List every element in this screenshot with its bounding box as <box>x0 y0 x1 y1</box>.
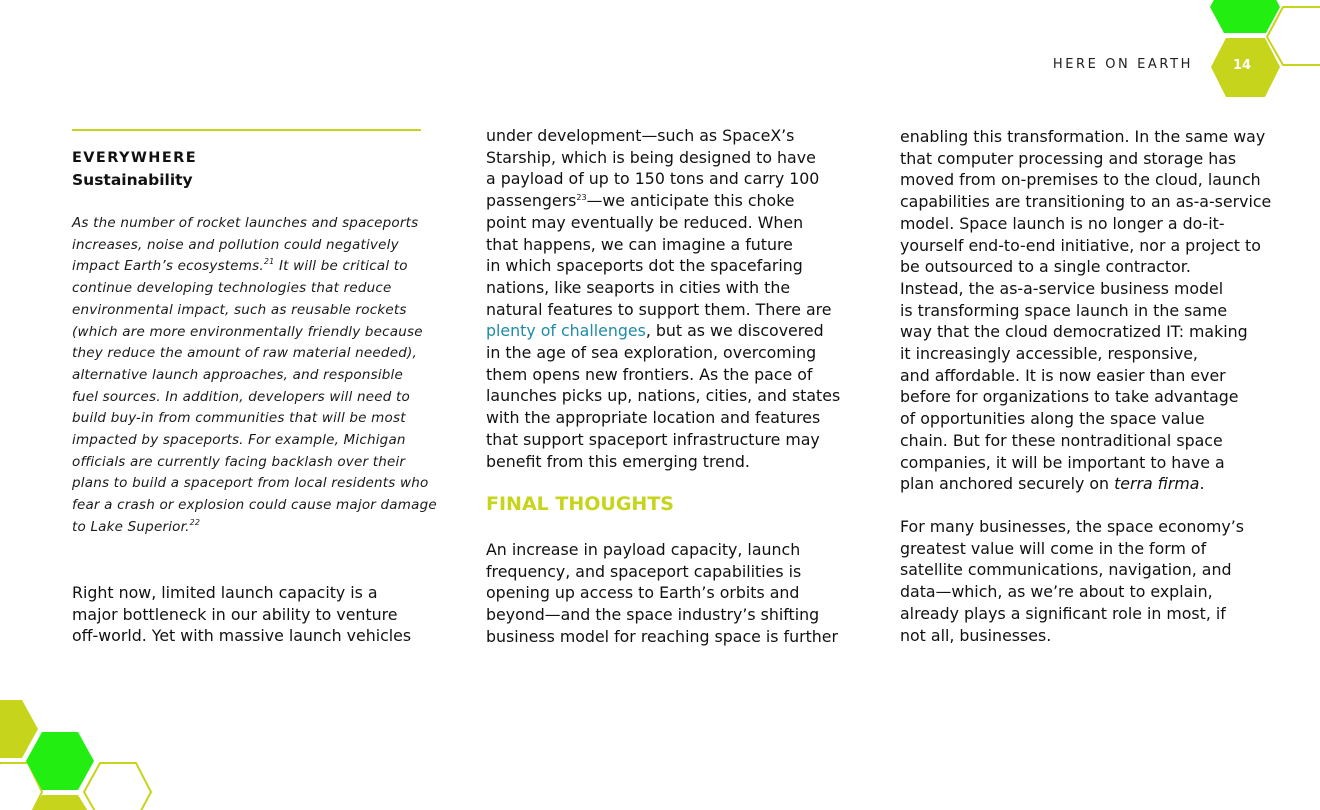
sidebar-line: alternative launch approaches, and responsible <box>72 366 404 383</box>
body-line: beyond—and the space industry’s shifting <box>486 605 820 625</box>
body-line: frequency, and spaceport capabilities is <box>486 561 802 581</box>
sidebar-line: As the number of rocket launches and spaceports <box>72 215 419 231</box>
hex-bright-green-top <box>1210 0 1280 33</box>
body-line: opening up access to Earth’s orbits and <box>486 583 800 603</box>
body-line: is transforming space launch in the same <box>900 300 1228 320</box>
sidebar-line: officials are currently facing backlash over their <box>72 453 406 470</box>
body-line: major bottleneck in our ability to venture <box>72 604 398 624</box>
body-line: that happens, we can imagine a future <box>486 234 793 254</box>
sidebar-kicker: EVERYWHERE <box>72 150 198 166</box>
body-line: launches picks up, nations, cities, and states <box>486 386 841 406</box>
body-line: natural features to support them. There are <box>486 299 832 319</box>
body-line: of opportunities along the space value <box>900 409 1205 429</box>
body-line: with the appropriate location and features <box>486 408 821 428</box>
body-line-tail: —we anticipate this choke <box>586 191 795 211</box>
column-3-body <box>900 126 1280 495</box>
body-line: An increase in payload capacity, launch <box>486 540 801 559</box>
body-line: off-world. Yet with massive launch vehicles <box>72 626 412 646</box>
terra-firma-emphasis: terra firma <box>1114 474 1200 494</box>
body-line: not all, businesses. <box>900 625 1052 645</box>
sidebar-line: increases, noise and pollution could negatively <box>72 236 399 253</box>
body-line: Instead, the as-a-service business model <box>900 278 1224 298</box>
body-line: point may eventually be reduced. When <box>486 212 804 232</box>
body-line <box>486 320 856 342</box>
sidebar-line: fear a crash or explosion could cause major damage <box>72 497 437 514</box>
sidebar-line-text: impact Earth’s ecosystems. <box>72 258 264 275</box>
body-line-text: plan anchored securely on <box>900 474 1115 494</box>
body-line: yourself end-to-end initiative, nor a project to <box>900 235 1261 255</box>
sidebar-title: Sustainability <box>72 171 193 189</box>
column-3-paragraph-2 <box>900 516 1280 646</box>
body-line: business model for reaching space is further <box>486 626 839 646</box>
body-line: way that the cloud democratized IT: making <box>900 322 1248 342</box>
body-line: that computer processing and storage has <box>900 148 1237 168</box>
body-line: that support spaceport infrastructure may <box>486 429 820 449</box>
body-line-tail: . <box>1199 474 1205 494</box>
hex-outline-bottom <box>84 763 151 810</box>
body-line: Starship, which is being designed to have <box>486 147 816 167</box>
sidebar-rule <box>72 129 421 131</box>
sidebar-body <box>72 213 437 539</box>
body-line: in the age of sea exploration, overcoming <box>486 343 817 363</box>
body-line: companies, it will be important to have a <box>900 452 1225 472</box>
running-header: HERE ON EARTH <box>1052 57 1193 72</box>
body-line: chain. But for these nontraditional space <box>900 430 1223 450</box>
body-line: under development—such as SpaceX’s <box>486 126 795 145</box>
sidebar-line <box>72 517 424 539</box>
body-line-tail: , but as we discovered <box>645 321 824 341</box>
sidebar-line-tail: It will be critical to <box>274 258 408 275</box>
sidebar-line: impacted by spaceports. For example, Michigan <box>72 432 406 449</box>
sidebar-line: (which are more environmentally friendly because <box>72 323 423 340</box>
sidebar-line: continue developing technologies that reduce <box>72 280 392 297</box>
body-line: capabilities are transitioning to an as-a-service <box>900 192 1272 212</box>
plenty-of-challenges-link[interactable]: plenty of challenges <box>486 321 646 341</box>
footnote-ref: 21 <box>263 257 275 267</box>
final-thoughts-heading: FINAL THOUGHTS <box>486 493 674 515</box>
body-line: be outsourced to a single contractor. <box>900 257 1191 277</box>
sidebar-line: fuel sources. In addition, developers will need to <box>72 388 410 405</box>
body-line: moved from on-premises to the cloud, launch <box>900 170 1261 190</box>
sidebar-line: environmental impact, such as reusable rockets <box>72 301 407 318</box>
sidebar-line <box>72 256 424 278</box>
body-line: greatest value will come in the form of <box>900 538 1207 558</box>
body-line: and affordable. It is now easier than ever <box>900 365 1226 385</box>
column-2-body <box>486 125 856 472</box>
body-line: model. Space launch is no longer a do-it- <box>900 213 1225 233</box>
sidebar-line: they reduce the amount of raw material needed), <box>72 345 417 362</box>
body-line: them opens new frontiers. As the pace of <box>486 364 813 384</box>
body-line: in which spaceports dot the spacefaring <box>486 256 803 276</box>
sidebar-line: plans to build a spaceport from local residents who <box>72 475 429 492</box>
body-line: satellite communications, navigation, and <box>900 560 1232 580</box>
footnote-ref: 22 <box>189 517 201 527</box>
body-line: nations, like seaports in cities with the <box>486 277 791 297</box>
body-line: already plays a significant role in most, if <box>900 603 1226 623</box>
hex-lime-left <box>0 700 38 758</box>
body-line <box>486 190 856 212</box>
footnote-ref: 23 <box>576 193 587 203</box>
page-number: 14 <box>1232 58 1252 73</box>
body-line <box>900 473 1280 495</box>
body-line: Right now, limited launch capacity is a <box>72 583 378 602</box>
column-1-body <box>72 582 432 647</box>
sidebar-line-text: to Lake Superior. <box>72 518 190 535</box>
body-line: before for organizations to take advantage <box>900 387 1239 407</box>
sidebar-line: build buy-in from communities that will be most <box>72 410 406 427</box>
final-thoughts-body <box>486 539 856 648</box>
body-line: benefit from this emerging trend. <box>486 451 750 471</box>
body-line: a payload of up to 150 tons and carry 100 <box>486 169 820 189</box>
body-line: it increasingly accessible, responsive, <box>900 344 1198 364</box>
body-line: enabling this transformation. In the same way <box>900 127 1266 146</box>
body-line: data—which, as we’re about to explain, <box>900 582 1213 602</box>
body-line-text: passengers <box>486 191 577 211</box>
body-line: For many businesses, the space economy’s <box>900 517 1245 536</box>
